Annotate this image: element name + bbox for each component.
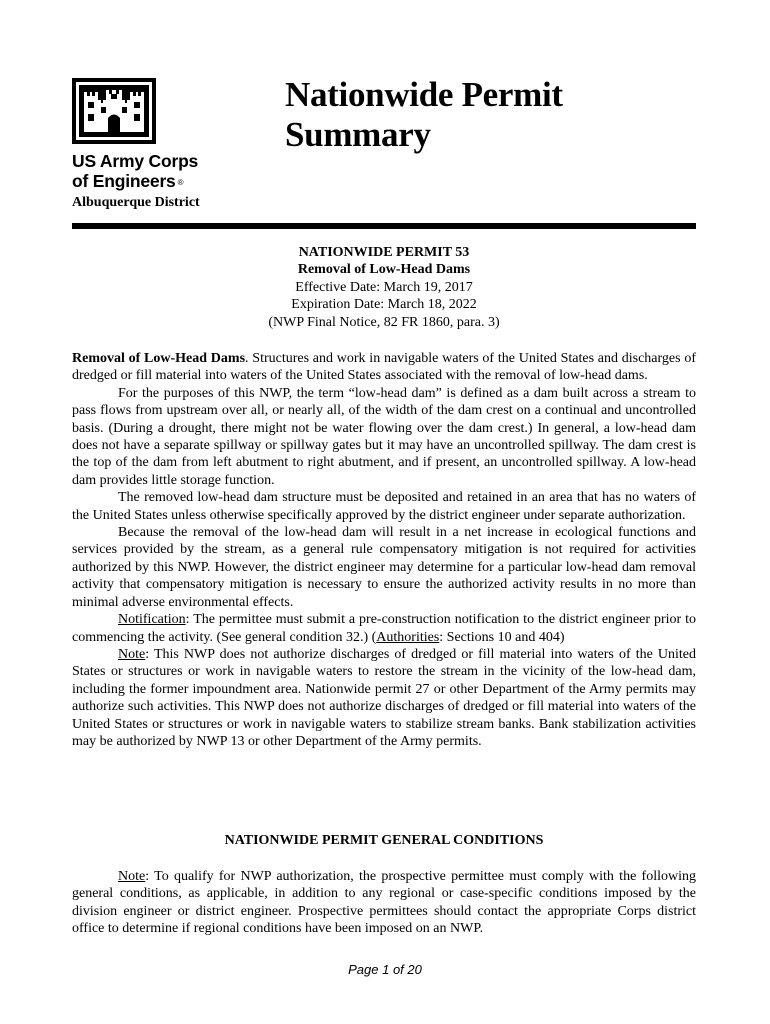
document-title-line1: Nationwide Permit (285, 75, 563, 114)
org-name-line1: US Army Corps (72, 151, 199, 171)
paragraph-definition: For the purposes of this NWP, the term “low-head dam” is defined as a dam built across a stream to pass flows from upstream over all, or nearly all, of the width of the dam crest on a continual and uncontrolled basis. (During a drought, there might not be water flowing over the dam crest.) In general, a low-head dam does not have a separate spillway or spillway gates but it may have an uncontrolled spillway. The dam crest is the top of the dam from left abutment to right abutment, and if present, an uncontrolled spillway. A low-head dam provides little storage function. (72, 385, 696, 488)
paragraph-note (72, 646, 696, 750)
expiration-date: Expiration Date: March 18, 2022 (291, 297, 477, 313)
org-name-line2-text: of Engineers (72, 171, 176, 191)
permit-header (72, 244, 696, 331)
intro-lead: Removal of Low-Head Dams (72, 351, 246, 366)
permit-number: NATIONWIDE PERMIT 53 (298, 245, 470, 260)
permit-body (72, 350, 696, 750)
final-notice-ref: (NWP Final Notice, 82 FR 1860, para. 3) (268, 314, 500, 330)
paragraph-mitigation: Because the removal of the low-head dam will result in a net increase in ecological functions and services provided by the stream, as a general rule compensatory mitigation is not required for activities authorized by this NWP. However, the district engineer may determine for a particular low-head dam removal activity that compensatory mitigation is necessary to ensure the authorized activity results in no more than minimal adverse environmental effects. (72, 525, 696, 610)
castle-logo-icon (72, 78, 156, 144)
general-conditions-heading: NATIONWIDE PERMIT GENERAL CONDITIONS (224, 833, 544, 848)
permit-name: Removal of Low-Head Dams (297, 262, 471, 278)
gc-note-label: Note (118, 869, 146, 884)
org-name-line2 (72, 172, 183, 192)
effective-date: Effective Date: March 19, 2017 (295, 279, 473, 295)
document-title-line2: Summary (285, 115, 431, 154)
notification-label: Notification (118, 612, 186, 628)
registered-mark: ® (177, 177, 184, 187)
paragraph-intro (72, 350, 696, 385)
intro-text: . Structures and work in navigable waters of the United States and discharges of dredged or fill material into waters of the United States associated with the removal of low-head dams. (72, 351, 696, 384)
general-conditions-paragraph (72, 868, 696, 938)
authorities-label: Authorities (376, 629, 440, 645)
note-text: : This NWP does not authorize discharges of dredged or fill material into waters of the United States or structures or work in navigable waters to restore the stream in the vicinity of the low-head dam, including the former impoundment area. Nationwide permit 27 or other Department of the Army permits may authorize such activities. This NWP does not authorize discharges of dredged or fill material into waters of the United States or structures or work in navigable waters to stabilize stream banks. Bank stabilization activities may be authorized by NWP 13 or other Department of the Army permits. (72, 646, 696, 749)
header-divider (72, 223, 696, 229)
notification-text: : The permittee must submit a pre-construction notification to the district engineer prior to commencing the activity. (See general condition 32.) ( (72, 612, 696, 645)
page-number: Page 1 of 20 (348, 962, 422, 977)
authorities-text: : Sections 10 and 404) (439, 629, 565, 645)
paragraph-notification (72, 611, 696, 646)
district-name: Albuquerque District (72, 195, 200, 210)
document-title (285, 75, 563, 155)
gc-note-text: : To qualify for NWP authorization, the prospective permittee must comply with the following general conditions, as applicable, in addition to any regional or case-specific conditions imposed by the division engineer or district engineer. Prospective permittees should contact the appropriate Corps district office to determine if regional conditions have been imposed on an NWP. (72, 869, 696, 937)
paragraph-deposit: The removed low-head dam structure must be deposited and retained in an area that has no waters of the United States unless otherwise specifically approved by the district engineer under separate authorization. (72, 490, 696, 523)
note-label: Note (118, 646, 146, 662)
general-conditions-note (72, 868, 696, 938)
